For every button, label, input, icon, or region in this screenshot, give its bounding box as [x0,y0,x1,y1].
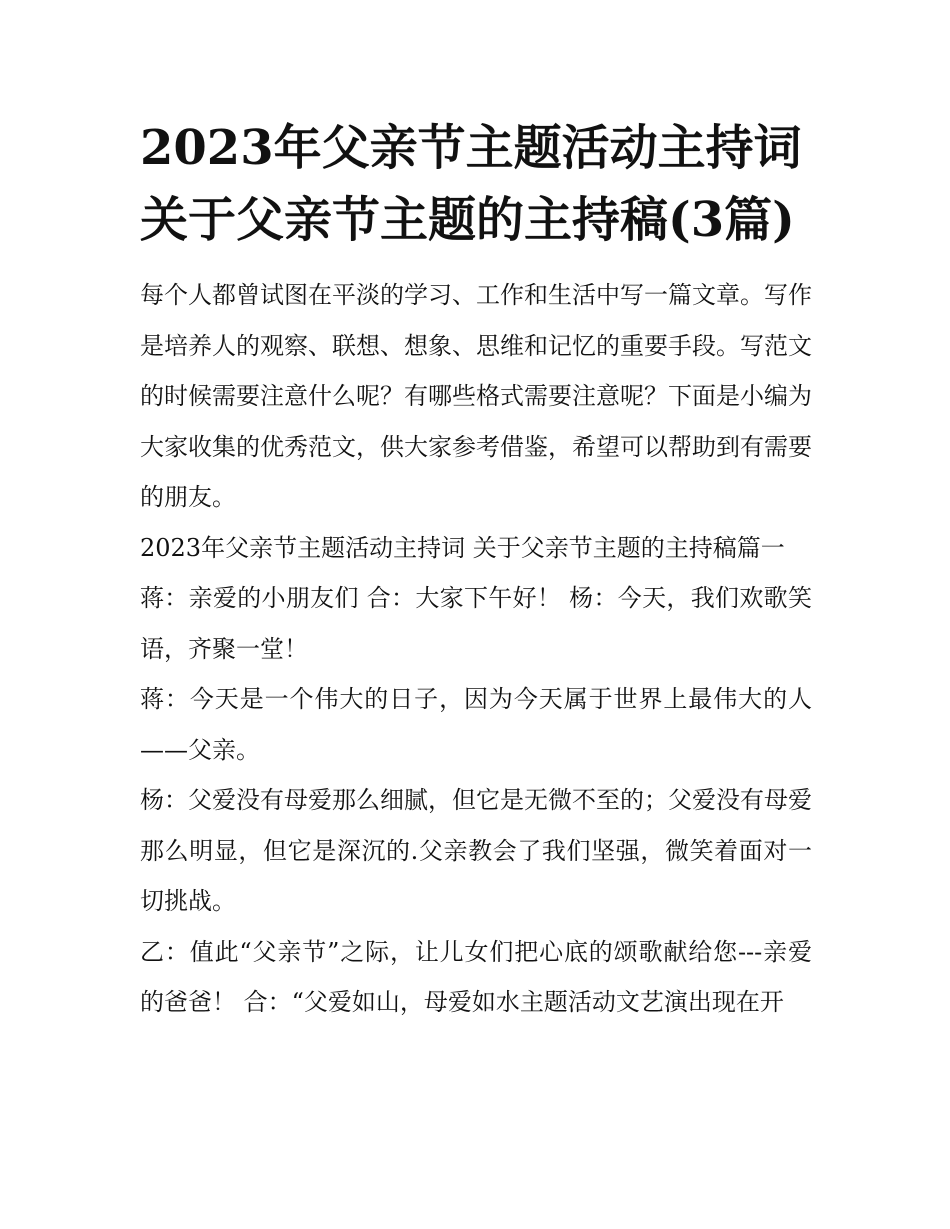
intro-paragraph: 每个人都曾试图在平淡的学习、工作和生活中写一篇文章。写作是培养人的观察、联想、想象、思维和记忆的重要手段。写范文的时候需要注意什么呢？有哪些格式需要注意呢？下面是小编为大家收集的优秀范文，供大家参考借鉴，希望可以帮助到有需要的朋友。 [140,281,812,511]
dialogue-paragraph: 蒋：亲爱的小朋友们 合：大家下午好！ 杨：今天，我们欢歌笑语，齐聚一堂！ [140,584,812,663]
document-page [140,112,812,1028]
dialogue-paragraph: 杨：父爱没有母爱那么细腻，但它是无微不至的；父爱没有母爱那么明显，但它是深沉的.父亲教会了我们坚强，微笑着面对一切挑战。 [140,786,812,915]
document-title: 2023年父亲节主题活动主持词 关于父亲节主题的主持稿(3篇) [140,120,802,248]
dialogue-paragraph: 蒋：今天是一个伟大的日子，因为今天属于世界上最伟大的人——父亲。 [140,685,812,764]
section-heading: 2023年父亲节主题活动主持词 关于父亲节主题的主持稿篇一 [140,533,785,562]
dialogue-paragraph: 乙：值此“父亲节”之际，让儿女们把心底的颂歌献给您---亲爱的爸爸！ 合：“父爱如山，母爱如水主题活动文艺演出现在开 [140,937,812,1016]
